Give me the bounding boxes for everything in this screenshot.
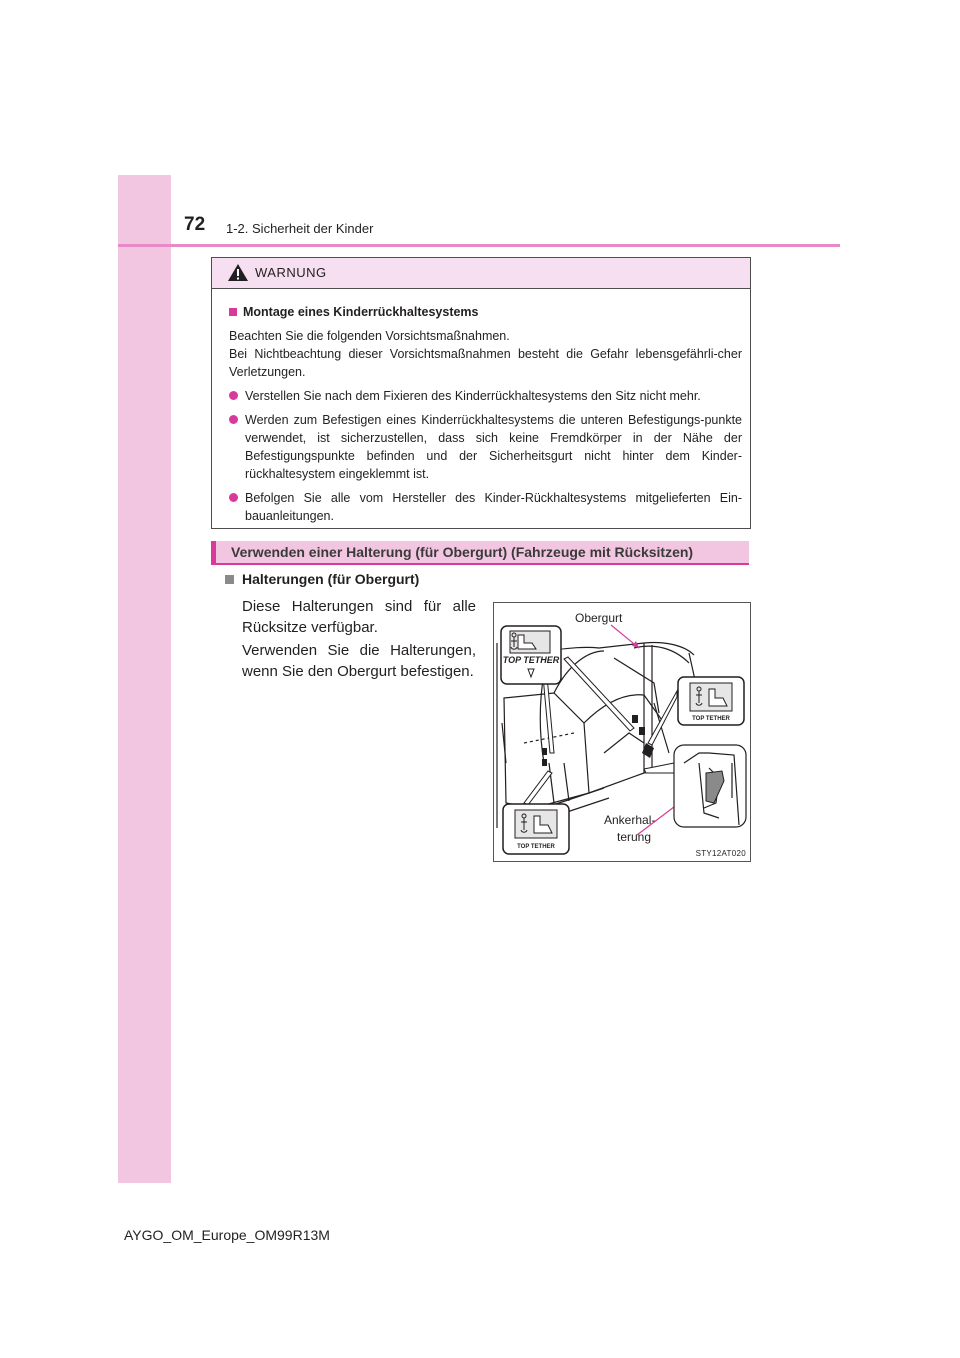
body-paragraph-2: Verwenden Sie die Halterungen, wenn Sie den Obergurt befestigen. (242, 642, 476, 680)
footer-doc-id: AYGO_OM_Europe_OM99R13M (124, 1227, 330, 1243)
warning-bullet: Befolgen Sie alle vom Hersteller des Kinder-Rückhaltesystems mitgelieferten Ein-bauanleitungen. (229, 489, 742, 525)
svg-text:TOP TETHER: TOP TETHER (502, 655, 560, 665)
bullet-dot-icon (229, 391, 238, 400)
top-tether-icon (502, 803, 570, 855)
warning-body (212, 289, 750, 525)
warning-intro-1: Beachten Sie die folgenden Vorsichtsmaßnahmen. (229, 329, 510, 343)
warning-triangle-icon (227, 263, 249, 282)
header-rule (118, 244, 840, 247)
svg-text:TOP TETHER: TOP TETHER (692, 716, 730, 722)
breadcrumb: 1-2. Sicherheit der Kinder (226, 221, 374, 236)
label-ankerhalterung-2: terung (617, 830, 652, 844)
warning-bullet: Verstellen Sie nach dem Fixieren des Kinderrückhaltesystems den Sitz nicht mehr. (229, 387, 742, 405)
bullet-dot-icon (229, 415, 238, 424)
square-bullet-icon (229, 308, 237, 316)
warning-title: WARNUNG (255, 265, 327, 280)
svg-text:TOP TETHER: TOP TETHER (517, 844, 555, 850)
warning-header (212, 258, 750, 289)
page-sidebar (118, 175, 171, 1183)
section-title: Verwenden einer Halterung (für Obergurt) (Fahrzeuge mit Rücksitzen) (231, 544, 694, 560)
section-heading-bar (211, 541, 749, 565)
figure-code: STY12AT020 (695, 849, 746, 858)
page-number: 72 (184, 214, 206, 235)
warning-intro-2: Bei Nichtbeachtung dieser Vorsichtsmaßnahmen besteht die Gefahr lebensgefährli-cher Verletzungen. (229, 347, 742, 379)
square-bullet-icon (225, 575, 234, 584)
warning-subheading: Montage eines Kinderrückhaltesystems (215, 303, 742, 321)
label-ankerhalterung-1: Ankerhal- (604, 813, 656, 827)
warning-box (211, 257, 751, 529)
bullet-dot-icon (229, 493, 238, 502)
sub-heading: Halterungen (für Obergurt) (225, 571, 419, 587)
top-tether-icon (500, 625, 562, 685)
top-tether-icon (677, 676, 745, 726)
body-paragraph-1: Diese Halterungen sind für alle Rücksitze verfügbar. (242, 598, 476, 636)
warning-bullet: Werden zum Befestigen eines Kinderrückhaltesystems die unteren Befestigungs-punkte verwendet, ist sicherzustellen, dass sich keine Fremdkörper in der Nähe der Befestigungspunkte befinden und der Sicherheitsgurt nicht hinter dem Kinder-rückhaltesystem eingeklemmt ist. (229, 411, 742, 483)
tether-anchor-illustration (493, 602, 751, 862)
label-obergurt: Obergurt (575, 611, 623, 625)
